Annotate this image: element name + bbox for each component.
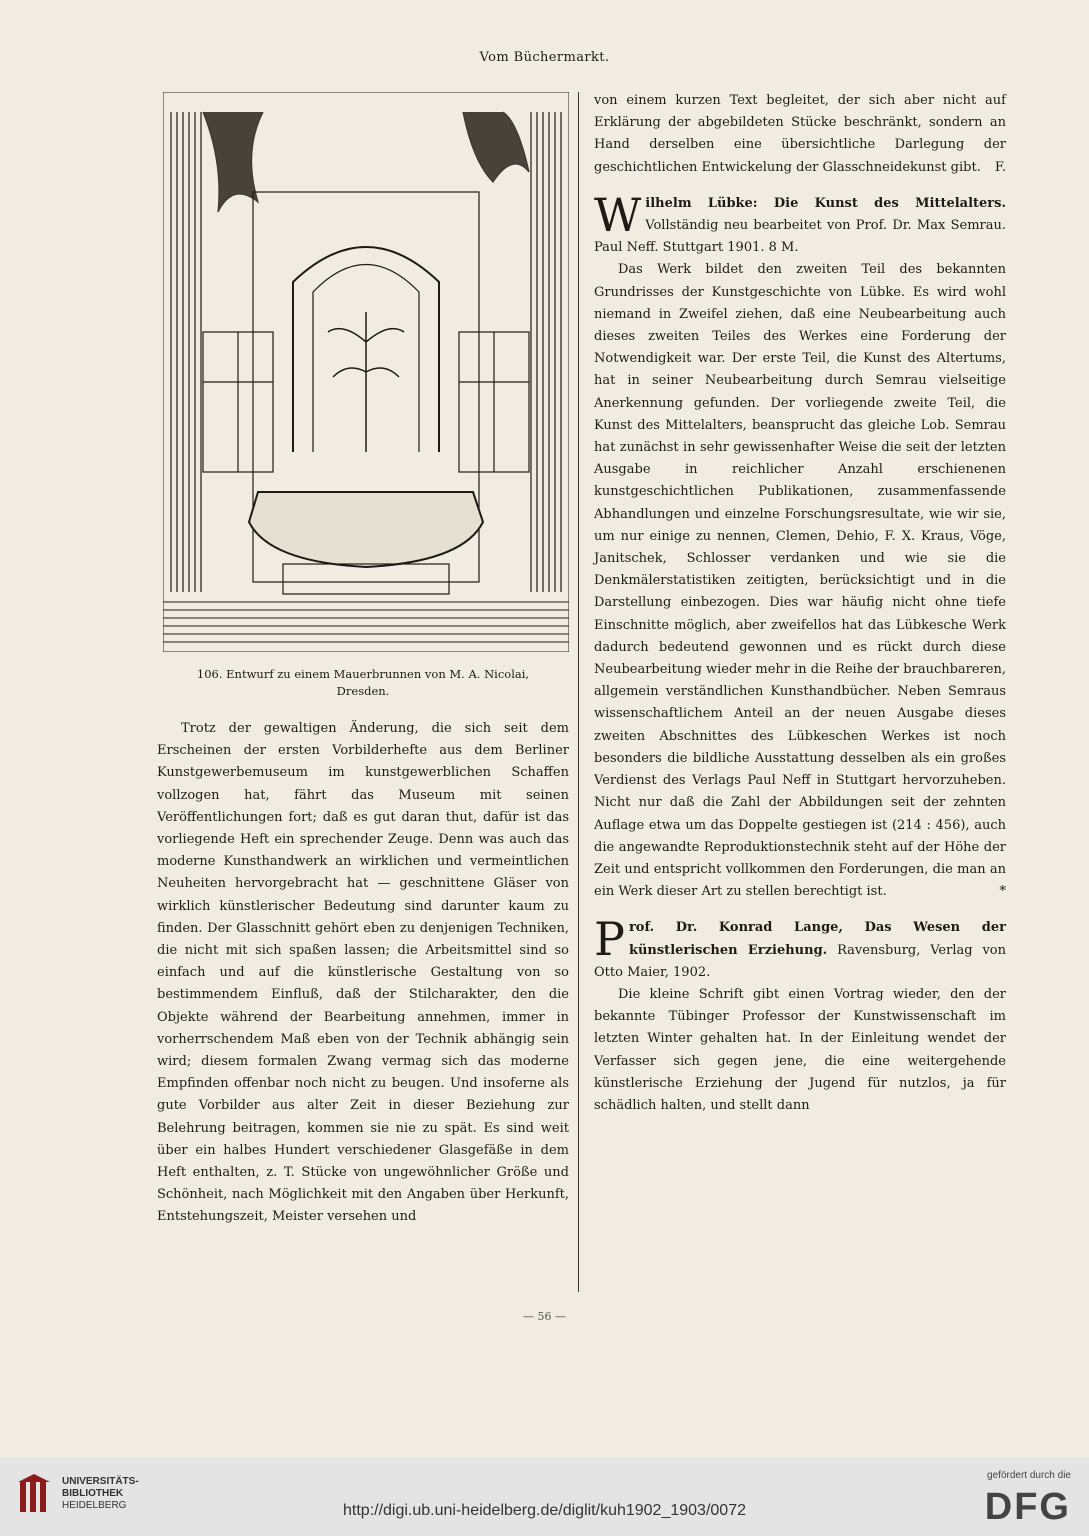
review-lange-title: rof. Dr. Konrad Lange, Das Wesen der künstlerischen Erziehung. bbox=[628, 920, 1006, 958]
continuation-text: von einem kurzen Text begleitet, der sich aber nicht auf Erklärung der abgebildeten Stücke beschränkt, sondern an Hand derselben eine übersichtliche Darlegung der geschichtlichen Entwickelung der Glasschneidekunst gibt. bbox=[594, 93, 1006, 175]
review-lange bbox=[594, 912, 1006, 1117]
figure-caption bbox=[157, 666, 569, 700]
end-mark: * bbox=[999, 884, 1006, 900]
review-lubke-body-text: Das Werk bildet den zweiten Teil des bekannten Grundrisses der Kunstgeschichte von Lübke. Es wird wohl niemand in Zweifel ziehen, daß eine Neubearbeitung auch dieses zweiten Teiles des Werkes eine Forderung der Notwendigkeit war. Der erste Teil, die Kunst des Altertums, hat in seiner Neubearbeitung durch Semrau vielseitige Anerkennung gefunden. Der vorliegende zweite Teil, die Kunst des Mittelalters, beansprucht das gleiche Lob. Semrau hat zunächst in sehr gewissenhafter Weise die seit der letzten Ausgabe in reichlicher Anzahl erschienenen kunstgeschichtlichen Publikationen, zusammenfassende Abhandlungen und einzelne Forschungsresultate, wie wir sie, um nur einige zu nennen, Clemen, Dehio, F. X. Kraus, Vöge, Janitschek, Schlosser verdanken und wie sie die Denkmälerstatistiken zeitigten, berücksichtigt und in die Darstellung einbezogen. Dies war häufig nicht ohne tiefe Einschnitte möglich, aber zweifellos hat das Lübkesche Werk dadurch bedeutend gewonnen und es rückt durch diese Neubearbeitung wieder mehr in die Reihe der brauchbareren, allgemein verständlichen Kunsthandbücher. Neben Semraus wissenschaftlichem Anteil an der neuen Ausgabe dieses zweiten Abschnittes des Lübkeschen Werkes ist noch besonders die bildliche Ausstattung desselben als ein großes Verdienst des Verlags Paul Neff in Stuttgart hervorzuheben. Nicht nur daß die Zahl der Abbildungen seit der zehnten Auflage etwa um das Doppelte gestiegen ist (214 : 456), auch die angewandte Reproduktionstechnik steht auf der Höhe der Zeit und entspricht vollkommen den Forderungen, die man an ein Werk dieser Art zu stellen berechtigt ist. bbox=[594, 262, 1006, 900]
review-lange-body: Die kleine Schrift gibt einen Vortrag wieder, den der bekannte Tübinger Professor der Kunstwissenschaft im letzten Winter gehalten hat. In der Einleitung wendet der Verfasser sich gegen jene, die eine weitergehende künstlerische Erziehung der Jugend für nutzlos, ja für schädlich halten, und stellt dann bbox=[594, 986, 1006, 1113]
review-lubke-heading bbox=[594, 187, 1006, 260]
footer-bar bbox=[0, 1458, 1089, 1536]
signature: F. bbox=[994, 159, 1006, 175]
fountain-illustration bbox=[163, 92, 569, 652]
right-column bbox=[594, 90, 1006, 1117]
left-column bbox=[157, 718, 569, 1229]
review-lange-heading bbox=[594, 912, 1006, 984]
library-line-1: UNIVERSITÄTS- bbox=[62, 1476, 139, 1487]
dropcap-w: W bbox=[594, 187, 642, 242]
caption-line-2: Dresden. bbox=[336, 684, 390, 698]
column-divider bbox=[578, 92, 579, 1292]
funded-by-label: gefördert durch die bbox=[987, 1470, 1071, 1481]
review-lubke-details: Vollständig neu bearbeitet von Prof. Dr. Max Semrau. Paul Neff. Stuttgart 1901. 8 M. bbox=[594, 218, 1006, 256]
review-lubke-body bbox=[594, 259, 1006, 903]
dfg-logo[interactable]: DFG bbox=[984, 1486, 1071, 1528]
caption-line-1: 106. Entwurf zu einem Mauerbrunnen von M. A. Nicolai, bbox=[196, 667, 530, 681]
continuation-paragraph bbox=[594, 90, 1006, 179]
running-header: Vom Büchermarkt. bbox=[479, 50, 610, 65]
page-number: — 56 — bbox=[523, 1310, 566, 1323]
left-paragraph: Trotz der gewaltigen Änderung, die sich seit dem Erscheinen der ersten Vorbilderhefte aus dem Berliner Kunstgewerbemuseum im kunstgewerblichen Schaffen vollzogen hat, fährt das Museum mit seinen Veröffentlichungen fort; daß es gut daran thut, dafür ist das vorliegende Heft ein sprechender Zeuge. Denn was auch das moderne Kunsthandwerk an wirklichen und vermeintlichen Neuheiten hervorgebracht hat — geschnittene Gläser von wirklich künstlerischer Bedeutung sind darunter kaum zu finden. Der Glasschnitt gehört eben zu denjenigen Techniken, die nicht mit sich spaßen lassen; die Arbeitsmittel sind so einfach und auf die künstlerische Gestaltung von so bestimmendem Einfluß, daß der Stilcharakter, den die Objekte während der Bearbeitung annehmen, immer in vorherrschendem Maß eben von der Technik abhängig sein wird; diesem formalen Zwang vermag sich das moderne Empfinden offenbar noch nicht zu beugen. Und insoferne als gute Vorbilder aus alter Zeit in dieser Beziehung zur Belehrung beitragen, kommen sie nie zu spät. Es sind weit über ein halbes Hundert verschiedener Glasgefäße in dem Heft enthalten, z. T. Stücke von ungewöhnlicher Größe und Schönheit, nach Möglichkeit mit den Angaben über Herkunft, Entstehungszeit, Meister versehen und bbox=[157, 721, 569, 1225]
review-lange-details: Ravensburg, Verlag von Otto Maier, 1902. bbox=[594, 942, 1006, 980]
source-url-link[interactable]: http://digi.ub.uni-heidelberg.de/diglit/kuh1902_1903/0072 bbox=[343, 1502, 746, 1519]
review-lubke bbox=[594, 187, 1006, 904]
library-line-2: BIBLIOTHEK bbox=[62, 1488, 124, 1499]
dropcap-p: P bbox=[594, 912, 625, 967]
review-lubke-title: ilhelm Lübke: Die Kunst des Mittelalters. bbox=[645, 195, 1006, 211]
library-line-3: HEIDELBERG bbox=[62, 1500, 127, 1511]
